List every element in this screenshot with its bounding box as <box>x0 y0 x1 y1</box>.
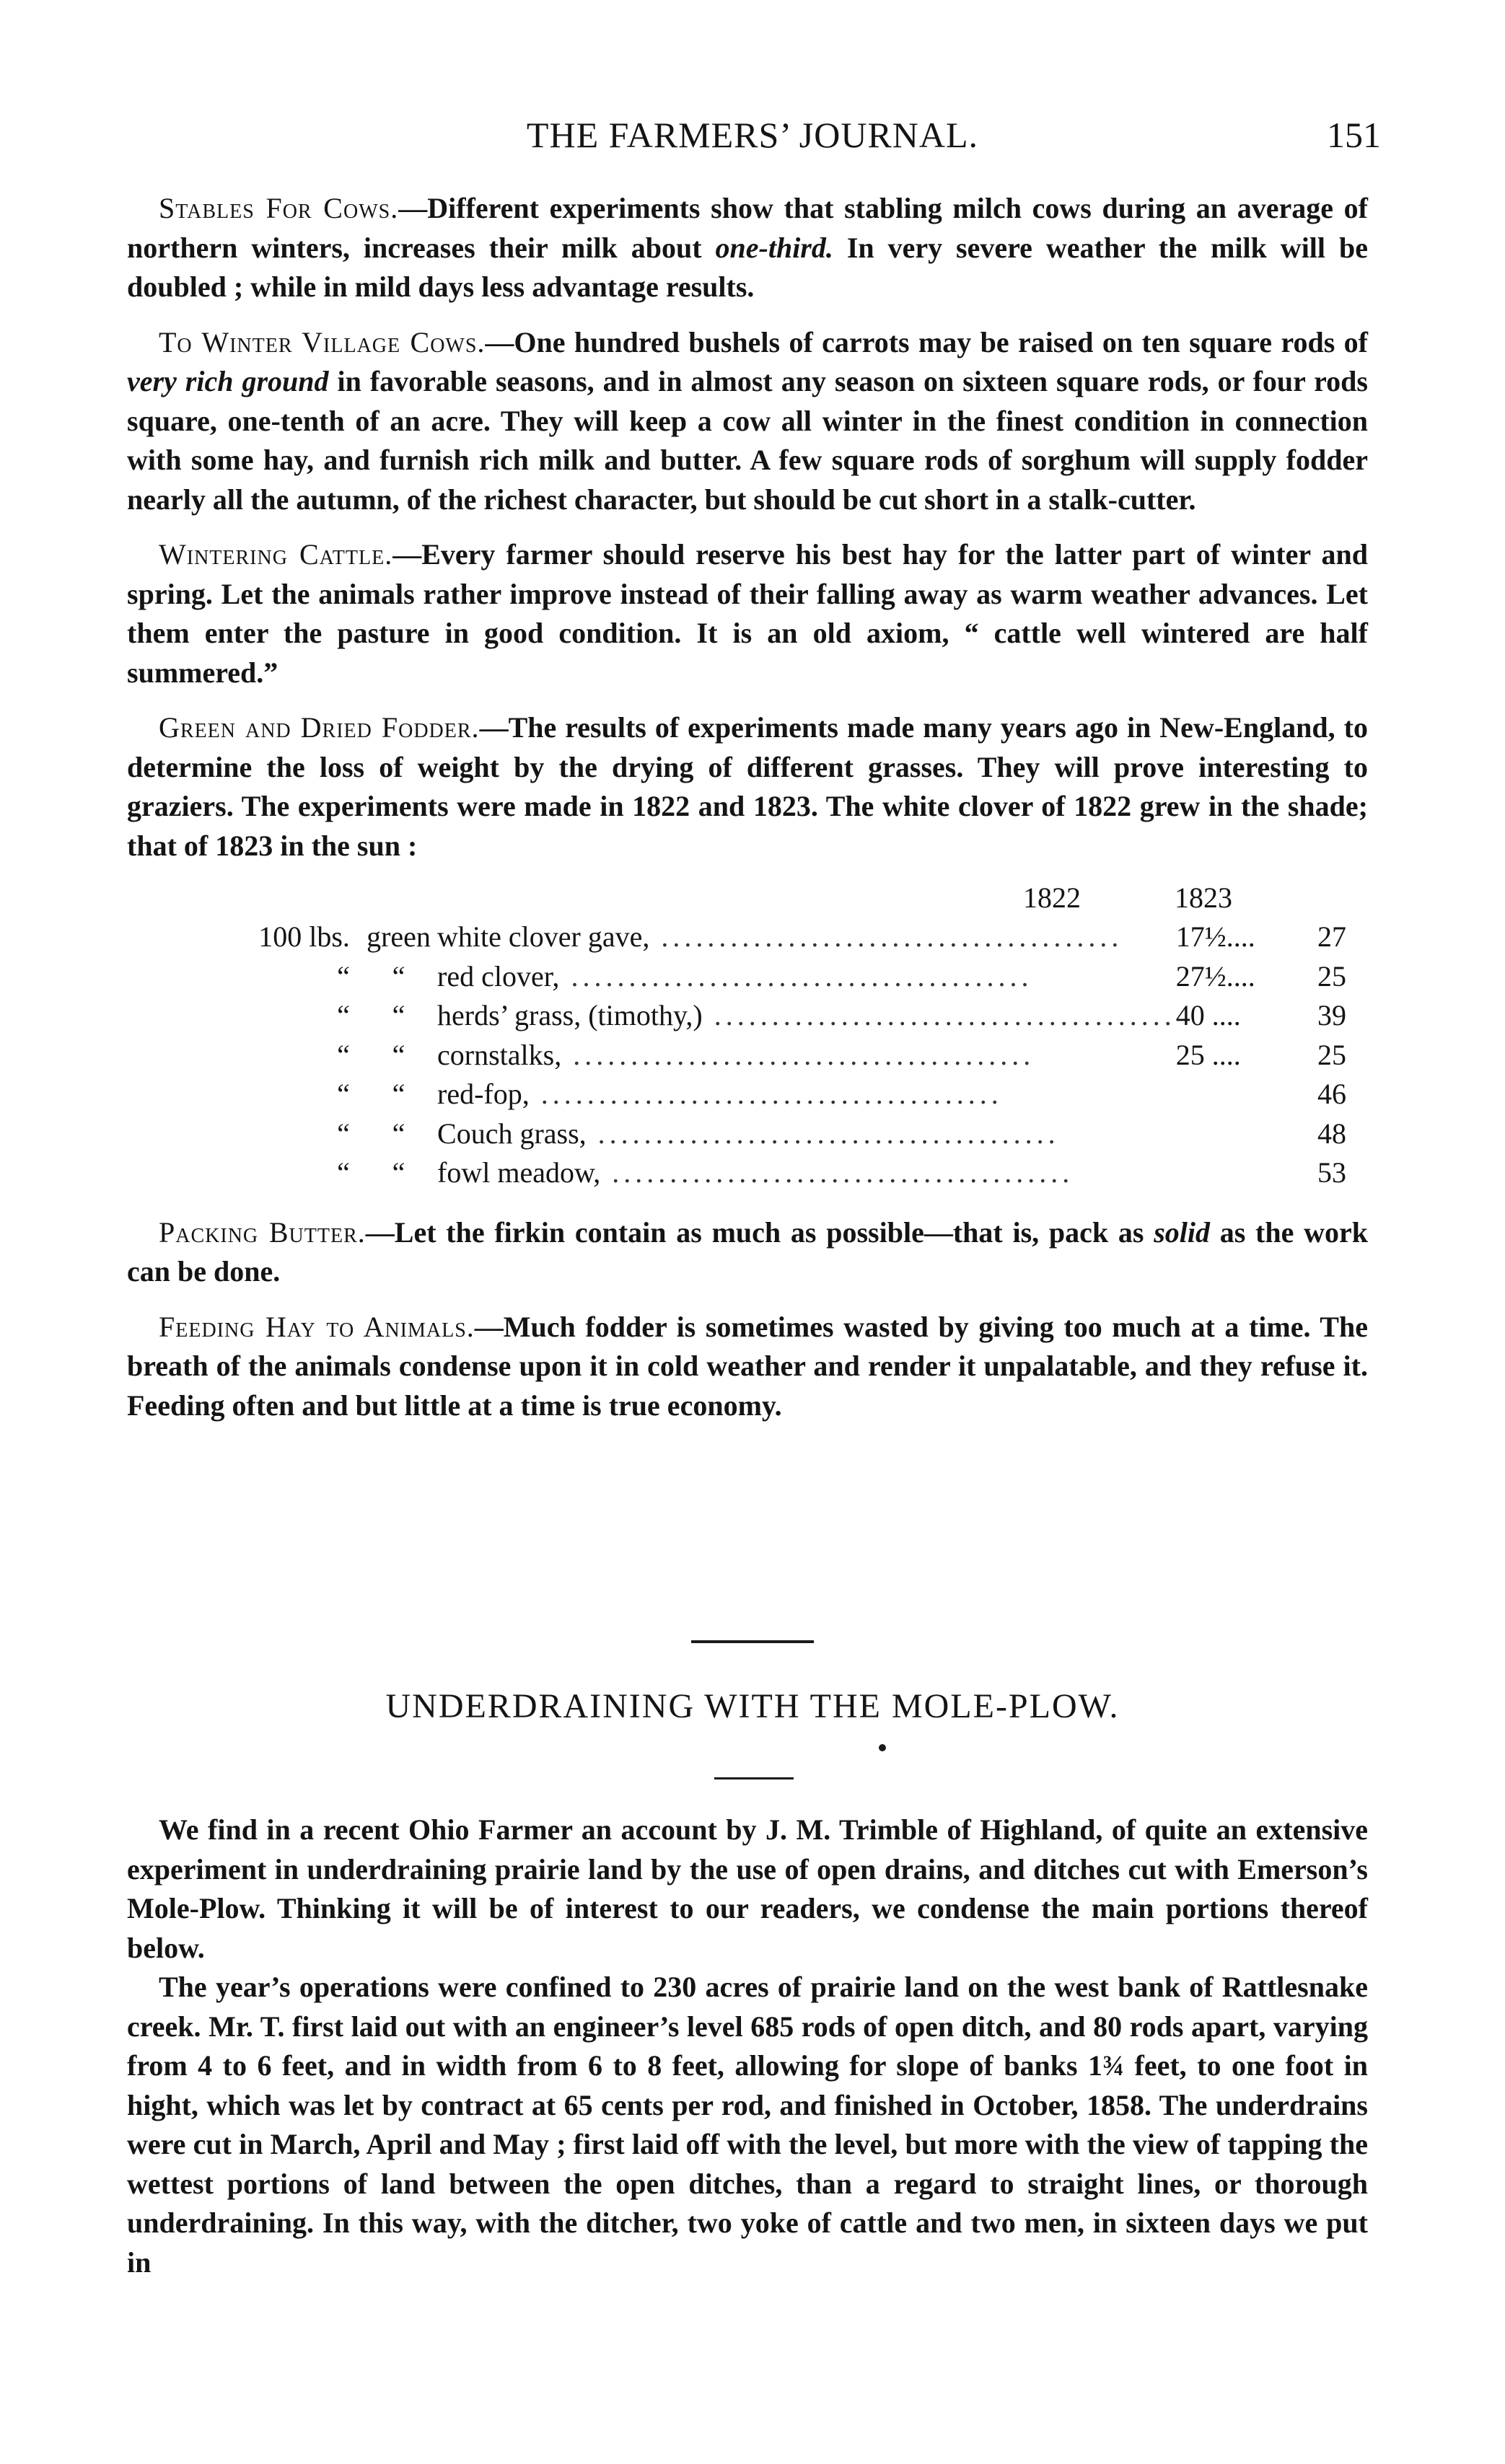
article-paragraph-1: We find in a recent Ohio Farmer an account by J. M. Trimble of Highland, of quite an extensive experiment in underdraining prairie land by the use of open drains, and ditches cut with Emerson’s Mole-Plow. Thinking it will be of interest to our readers, we condense the main portions thereof below. <box>127 1813 1368 1964</box>
cell-v1823: 53 <box>1317 1156 1346 1189</box>
leader-dots: ........................................ <box>559 959 1033 993</box>
cell-item <box>437 1114 1176 1154</box>
cell-item <box>437 1075 1176 1114</box>
cell-item-label: white clover gave, <box>437 920 650 953</box>
table-year-header <box>127 879 1368 918</box>
leader-dots: ........................................ <box>649 920 1123 953</box>
paragraph-feeding-text: —Much fodder is sometimes wasted by giving too much at a time. The breath of the animals condense upon it in cold weather and render it unpalatable, and they refuse it. Feeding often and but little at a time is true economy. <box>127 1310 1368 1422</box>
paragraph-packing <box>127 1213 1368 1292</box>
cell-sub: “ <box>392 1078 405 1110</box>
lead-stables: Stables For Cows. <box>159 192 399 224</box>
emphasis-one-third: one-third. <box>715 231 833 264</box>
article-title: UNDERDRAINING WITH THE MOLE-PLOW. <box>385 1687 1120 1725</box>
fodder-table <box>127 879 1368 1193</box>
cell-item <box>437 957 1176 997</box>
section-divider-bottom <box>714 1777 794 1779</box>
paragraph-green-dried-text: —The results of experiments made many years ago in New-England, to determine the loss of weight by the drying of different grasses. They will prove interesting to graziers. The experiments were made in 1822 and 1823. The white clover of 1822 grew in the shade; that of 1823 in the sun : <box>127 711 1368 862</box>
paragraph-packing-text: —Let the firkin contain as much as possible—that is, pack as <box>365 1215 1154 1249</box>
leader-dots: ........................................ <box>586 1117 1060 1150</box>
paragraph-feeding <box>127 1308 1368 1426</box>
lead-wintering-cattle: Wintering Cattle. <box>159 538 393 571</box>
paragraph-winter-village-tail: in favorable seasons, and in almost any season on sixteen square rods, or four rods square, one-tenth of an acre. They will keep a cow all winter in the finest condition in connection with some hay, and furnish rich milk and butter. A few square rods of sorghum will supply fodder nearly all the autumn, of the richest character, but should be cut short in a stalk-cutter. <box>127 365 1368 516</box>
cell-sub: “ <box>392 999 405 1031</box>
paragraph-winter-village-text: —One hundred bushels of carrots may be raised on ten square rods of <box>485 325 1368 358</box>
leader-dots: ........................................ <box>529 1078 1003 1110</box>
cell-v1822: 25 .... <box>1175 1038 1241 1071</box>
section-divider-top <box>691 1640 814 1643</box>
cell-sub: “ <box>392 959 405 993</box>
cell-v1822: 17½.... <box>1175 920 1255 953</box>
cell-qty: “ <box>337 959 350 993</box>
table-row <box>127 1114 1368 1154</box>
cell-sub: green <box>367 920 431 953</box>
table-row <box>127 957 1368 997</box>
article-body <box>127 1810 1368 2282</box>
cell-item-label: red clover, <box>437 959 560 993</box>
cell-qty: 100 lbs. <box>258 920 350 953</box>
cell-sub: “ <box>392 1038 405 1071</box>
leader-dots: ........................................ <box>600 1156 1074 1189</box>
cell-qty: “ <box>337 1078 350 1110</box>
cell-v1822 <box>1176 1075 1268 1114</box>
cell-v1823: 46 <box>1317 1078 1346 1110</box>
cell-item-label: cornstalks, <box>437 1038 562 1071</box>
leader-dots: ........................................ <box>702 999 1176 1031</box>
table-row <box>127 996 1368 1036</box>
paragraph-stables-text: —Different experiments show that stabling milch cows during an average of northern winters, increases their milk about <box>127 192 1369 264</box>
cell-item-label: fowl meadow, <box>437 1156 601 1189</box>
lead-packing: Packing Butter. <box>159 1215 366 1249</box>
cell-item-label: Couch grass, <box>437 1117 587 1150</box>
paragraph-stables <box>127 189 1368 307</box>
journal-title: THE FARMERS’ JOURNAL. <box>526 115 979 155</box>
table-row <box>127 1036 1368 1075</box>
cell-item <box>437 1036 1176 1075</box>
cell-qty: “ <box>337 1156 350 1189</box>
article-paragraph-2: The year’s operations were confined to 230 acres of prairie land on the west bank of Rattlesnake creek. Mr. T. first laid out with an engineer’s level 685 rods of open ditch, and 80 rods apart, varying from 4 to 6 feet, and in width from 6 to 8 feet, allowing for slope of banks 1¾ feet, to one foot in hight, which was let by contract at 65 cents per rod, and finished in October, 1858. The underdrains were cut in March, April and May ; first laid off with the level, but more with the view of tapping the wettest portions of land between the open ditches, than a regard to straight lines, or thorough underdraining. In this way, with the ditcher, two yoke of cattle and two men, in sixteen days we put in <box>127 1971 1368 2279</box>
paragraph-packing-tail: as the work can be done. <box>127 1215 1369 1288</box>
cell-qty: “ <box>337 999 350 1031</box>
emphasis-rich-ground: very rich ground <box>127 365 329 397</box>
page-number: 151 <box>1327 115 1381 155</box>
paragraph-stables-tail: In very severe weather the milk will be doubled ; while in mild days less advantage results. <box>127 231 1368 303</box>
cell-v1823: 25 <box>1317 959 1346 993</box>
cell-sub: “ <box>392 1117 405 1150</box>
fodder-table-body <box>127 918 1368 1193</box>
cell-v1822: 27½.... <box>1175 959 1255 993</box>
cell-v1823: 25 <box>1317 1038 1346 1071</box>
cell-qty: “ <box>337 1117 350 1150</box>
paragraph-green-dried <box>127 708 1368 866</box>
table-row <box>127 1075 1368 1114</box>
cell-v1823: 27 <box>1317 920 1346 953</box>
cell-v1823: 39 <box>1317 999 1346 1031</box>
paragraph-wintering-cattle-text: —Every farmer should reserve his best hay for the latter part of winter and spring. Let the animals rather improve instead of their falling away as warm weather advances. Let them enter the pasture in good condition. It is an old axiom, “ cattle well wintered are half summered.” <box>127 538 1368 689</box>
cell-item-label: herds’ grass, (timothy,) <box>437 999 703 1031</box>
running-head <box>0 114 1505 157</box>
table-row <box>127 1153 1368 1193</box>
cell-item <box>437 1153 1176 1193</box>
cell-item <box>437 996 1176 1036</box>
cell-qty: “ <box>337 1038 350 1071</box>
emphasis-solid: solid <box>1154 1215 1210 1249</box>
paragraph-wintering-cattle <box>127 535 1368 692</box>
lead-green-dried: Green and Dried Fodder. <box>159 711 480 744</box>
cell-sub: “ <box>392 1156 405 1189</box>
cell-v1822 <box>1176 1153 1268 1193</box>
leader-dots: ........................................ <box>561 1038 1035 1071</box>
cell-item <box>437 918 1176 957</box>
lead-winter-village: To Winter Village Cows. <box>159 325 486 358</box>
lead-feeding: Feeding Hay to Animals. <box>159 1310 475 1343</box>
table-row <box>127 918 1368 957</box>
year-1822-header: 1822 <box>1023 881 1081 914</box>
ornament-dot <box>879 1744 886 1751</box>
cell-v1822: 40 .... <box>1175 999 1241 1031</box>
notes-column <box>127 189 1368 1441</box>
year-1823-header: 1823 <box>1175 881 1232 914</box>
cell-v1822 <box>1176 1114 1268 1154</box>
cell-item-label: red-fop, <box>437 1078 530 1110</box>
cell-v1823: 48 <box>1317 1117 1346 1150</box>
paragraph-winter-village <box>127 323 1368 520</box>
